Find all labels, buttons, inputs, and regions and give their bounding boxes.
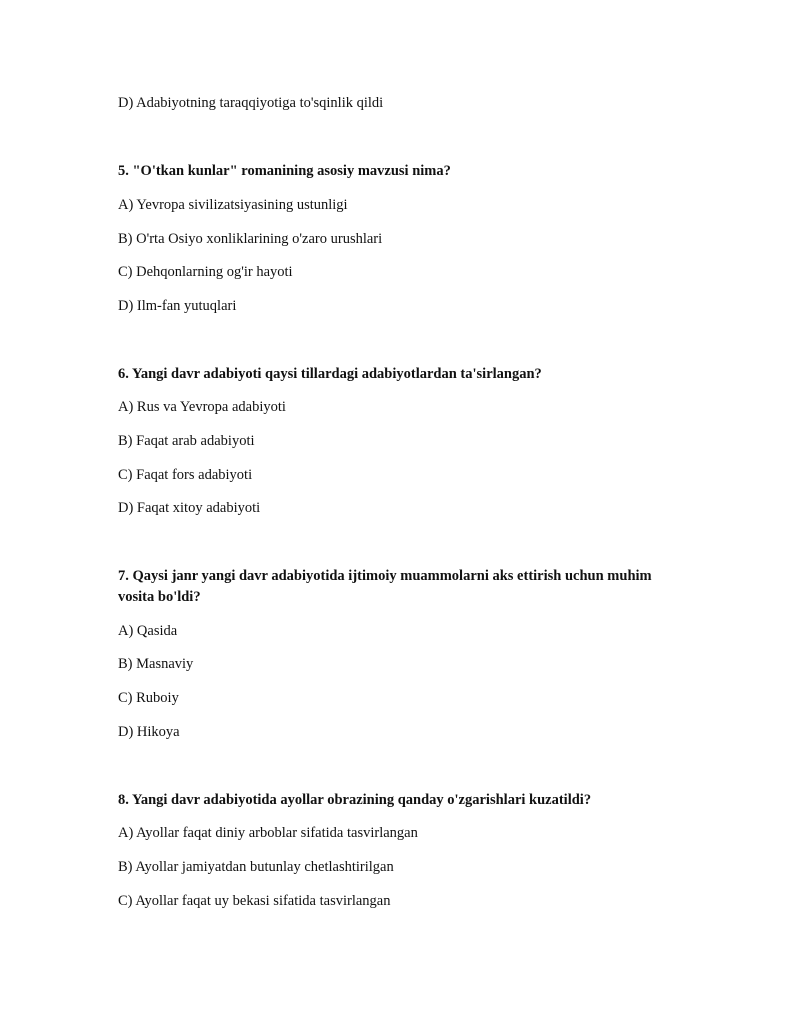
question-6-option-b: B) Faqat arab adabiyoti	[118, 433, 255, 449]
question-8-option-a: A) Ayollar faqat diniy arboblar sifatida tasvirlangan	[118, 825, 418, 841]
question-6-option-d: D) Faqat xitoy adabiyoti	[118, 500, 261, 516]
question-7-option-d: D) Hikoya	[118, 724, 180, 740]
question-7: 7. Qaysi janr yangi davr adabiyotida ijtimoiy muammolarni aks ettirish uchun muhim vosita bo'ldi?	[118, 568, 652, 605]
question-7-option-a: A) Qasida	[118, 623, 178, 639]
question-7-option-c: C) Ruboiy	[118, 690, 179, 706]
option-d-previous: D) Adabiyotning taraqqiyotiga to'sqinlik qildi	[118, 95, 384, 111]
question-6-option-a: A) Rus va Yevropa adabiyoti	[118, 399, 286, 415]
question-5-option-c: C) Dehqonlarning og'ir hayoti	[118, 264, 293, 280]
question-6: 6. Yangi davr adabiyoti qaysi tillardagi adabiyotlardan ta'sirlangan?	[118, 366, 542, 382]
question-8-option-c: C) Ayollar faqat uy bekasi sifatida tasvirlangan	[118, 893, 391, 909]
question-5: 5. "O'tkan kunlar" romanining asosiy mavzusi nima?	[118, 163, 451, 179]
question-7-option-b: B) Masnaviy	[118, 656, 194, 672]
question-5-option-b: B) O'rta Osiyo xonliklarining o'zaro urushlari	[118, 231, 383, 247]
question-6-option-c: C) Faqat fors adabiyoti	[118, 467, 253, 483]
question-5-option-d: D) Ilm-fan yutuqlari	[118, 298, 237, 314]
question-5-option-a: A) Yevropa sivilizatsiyasining ustunligi	[118, 197, 348, 213]
question-8-option-b: B) Ayollar jamiyatdan butunlay chetlashtirilgan	[118, 859, 394, 875]
question-8: 8. Yangi davr adabiyotida ayollar obrazining qanday o'zgarishlari kuzatildi?	[118, 792, 592, 808]
